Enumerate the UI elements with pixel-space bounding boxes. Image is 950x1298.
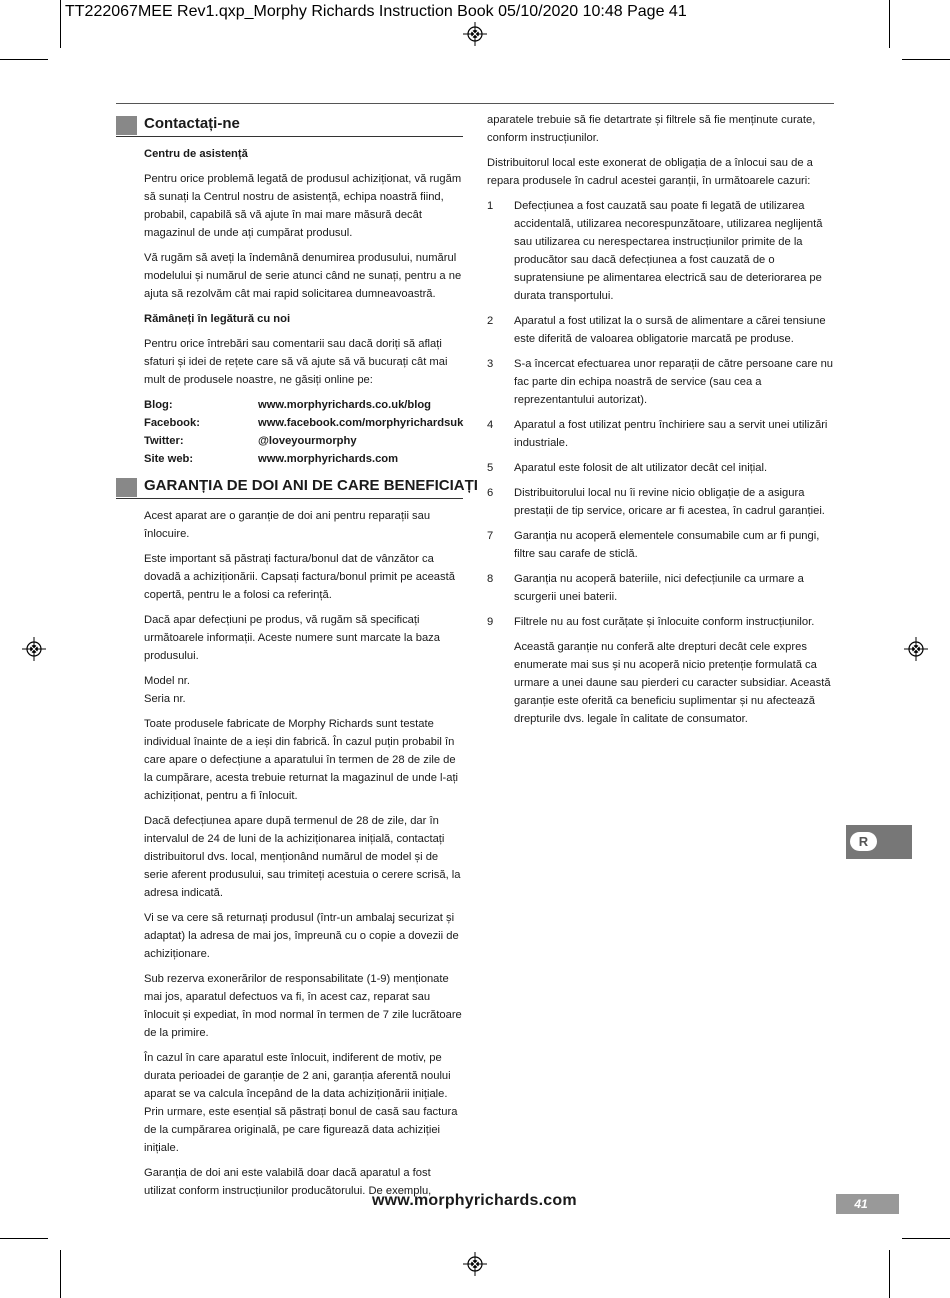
footer-url: www.morphyrichards.com	[372, 1192, 577, 1209]
section-heading-warranty	[116, 476, 478, 499]
item-number: 8	[487, 573, 494, 585]
paragraph: Această garanție nu conferă alte drepturi decât cele expres enumerate mai sus și nu acoperă nicio pretenție formulată ca urmare a unei daune sau pierderi cu caracter subsidiar. Această garanție este oferită ca beneficiu suplimentar și nu afectează drepturile dvs. legale în calitate de consumator.	[514, 641, 831, 725]
link-label: Facebook:	[144, 417, 200, 429]
section-heading-contact	[116, 114, 463, 137]
slug-line: TT222067MEE Rev1.qxp_Morphy Richards Instruction Book 05/10/2020 10:48 Page 41	[65, 3, 687, 20]
list-item	[487, 613, 834, 631]
list-item	[487, 570, 834, 606]
language-tab-letter: R	[850, 832, 877, 851]
paragraph: Pentru orice întrebări sau comentarii sau dacă doriți să aflați sfaturi și idei de rețete care să vă ajute să vă bucurați cât mai mult de produsele noastre, ne găsiți online pe:	[144, 338, 448, 386]
paragraph: În cazul în care aparatul este înlocuit, indiferent de motiv, pe durata perioadei de garanție de 2 ani, garanția aferentă noului aparat se va calcula începând de la data achiziționării inițiale. Prin urmare, este esențial să păstrați bonul de casă sau factura de la cumpărarea originală, pe care figurează data achiziției inițiale.	[144, 1052, 458, 1154]
paragraph: Garanția de doi ani este valabilă doar dacă aparatul a fost utilizat conform instrucțiunilor producătorului. De exemplu,	[144, 1167, 432, 1197]
registration-mark-icon	[463, 22, 487, 46]
item-number: 2	[487, 315, 494, 327]
list-item	[487, 416, 834, 452]
link-label: Site web:	[144, 453, 194, 465]
paragraph: Vi se va cere să returnați produsul (într-un ambalaj securizat și adaptat) la adresa de mai jos, împreună cu o copie a dovezii de achiziționare.	[144, 912, 459, 960]
item-text: Aparatul a fost utilizat la o sursă de alimentare a cărei tensiune este diferită de valoarea obligatorie marcată pe produse.	[514, 315, 826, 345]
link-value: www.morphyrichards.co.uk/blog	[258, 399, 432, 411]
paragraph: aparatele trebuie să fie detartrate și filtrele să fie menținute curate, conform instrucțiunilor.	[487, 114, 816, 144]
item-text: Defecțiunea a fost cauzată sau poate fi legată de utilizarea accidentală, utilizarea necorespunzătoare, utilizarea neglijentă sau utilizarea cu nerespectarea instrucțiunilor primite de la producător sau dacă defecțiunea a fost cauzată de o supratensiune pe alimentarea electrică sau de deteriorarea pe durata transportului.	[514, 200, 823, 302]
list-item	[487, 197, 834, 305]
crop-mark	[0, 59, 48, 60]
paragraph: Dacă defecțiunea apare după termenul de 28 de zile, dar în intervalul de 24 de luni de la achiziționarea inițială, contactați distribuitorul dvs. local, menționând numărul de model și de serie aferent produsului, sau trimiteți acestuia o cerere scrisă, la adresa indicată.	[144, 815, 461, 899]
exclusions-list	[487, 197, 834, 631]
link-value: www.morphyrichards.com	[258, 453, 399, 465]
item-text: Aparatul a fost utilizat pentru închiriere sau a servit unei utilizări industriale.	[514, 419, 828, 449]
item-text: Garanția nu acoperă bateriile, nici defecțiunile ca urmare a scurgerii unei baterii.	[514, 573, 804, 603]
paragraph: Este important să păstrați factura/bonul dat de vânzător ca dovadă a achiziționării. Capsați factura/bonul primit pe această copertă, pentru le a folosi ca referință.	[144, 553, 455, 601]
registration-mark-icon	[22, 637, 46, 661]
list-item	[487, 527, 834, 563]
heading-square-icon	[116, 116, 137, 135]
item-text: S-a încercat efectuarea unor reparații de către persoane care nu fac parte din echipa noastră de service (sau cea a reprezentantului autorizat).	[514, 358, 834, 406]
link-value: www.facebook.com/morphyrichardsuk	[258, 417, 464, 429]
link-label: Blog:	[144, 399, 173, 411]
item-number: 5	[487, 462, 494, 474]
right-column	[487, 111, 834, 735]
crop-mark	[0, 1238, 48, 1239]
crop-mark	[60, 1250, 61, 1298]
registration-mark-icon	[904, 637, 928, 661]
link-value: @loveyourmorphy	[258, 435, 357, 447]
crop-mark	[902, 59, 950, 60]
paragraph: Acest aparat are o garanție de doi ani pentru reparații sau înlocuire.	[144, 510, 431, 540]
crop-mark	[60, 0, 61, 48]
crop-mark	[889, 1250, 890, 1298]
section-title: GARANȚIA DE DOI ANI DE CARE BENEFICIAȚI	[144, 477, 478, 494]
item-number: 4	[487, 419, 494, 431]
item-number: 3	[487, 358, 494, 370]
item-number: 1	[487, 200, 494, 212]
section-title: Contactați-ne	[144, 115, 240, 132]
item-text: Filtrele nu au fost curățate și înlocuite conform instrucțiunilor.	[514, 616, 815, 628]
paragraph: Sub rezerva exonerărilor de responsabilitate (1-9) menționate mai jos, aparatul defectuos va fi, în acest caz, reparat sau înlocuit și expediat, în mod normal în termen de 7 zile lucrătoare de la primire.	[144, 973, 462, 1039]
crop-mark	[889, 0, 890, 48]
list-item	[487, 484, 834, 520]
list-item	[487, 312, 834, 348]
page-number: 41	[854, 1197, 868, 1211]
link-label: Twitter:	[144, 435, 184, 447]
paragraph: Dacă apar defecțiuni pe produs, vă rugăm să specificați următoarele informații. Aceste numere sunt marcate la baza produsului.	[144, 614, 440, 662]
top-rule	[116, 103, 834, 104]
heading-square-icon	[116, 478, 137, 497]
list-item	[487, 355, 834, 409]
serial-number-line: Seria nr.	[144, 693, 186, 705]
social-links	[144, 396, 463, 468]
item-number: 9	[487, 616, 494, 628]
left-column	[116, 114, 478, 1207]
paragraph: Toate produsele fabricate de Morphy Richards sunt testate individual înainte de a ieși din fabrică. În cazul puțin probabil în care apare o defecțiune a aparatului în termen de 28 de zile de la cumpărare, acesta trebuie returnat la magazinul de unde l-ați achiziționat, pentru a fi înlocuit.	[144, 718, 459, 802]
subheading: Rămâneți în legătură cu noi	[144, 313, 291, 325]
paragraph: Distribuitorul local este exonerat de obligația de a înlocui sau de a repara produsele în cadrul acestei garanții, în următoarele cazuri:	[487, 157, 813, 187]
list-item	[487, 459, 834, 477]
model-number-line: Model nr.	[144, 675, 191, 687]
crop-mark	[902, 1238, 950, 1239]
paragraph: Vă rugăm să aveți la îndemână denumirea produsului, numărul modelului și numărul de serie atunci când ne sunați, pentru a ne ajuta să rezolvăm cât mai rapid solicitarea dumneavoastră.	[144, 252, 462, 300]
subheading: Centru de asistență	[144, 148, 248, 160]
item-number: 7	[487, 530, 494, 542]
item-text: Distribuitorului local nu îi revine nicio obligație de a asigura prestații de tip service, oricare ar fi acestea, în cadrul garanției.	[514, 487, 825, 517]
paragraph: Pentru orice problemă legată de produsul achiziționat, vă rugăm să sunați la Centrul nostru de asistență, echipa noastră fiind, probabil, capabilă să vă ajute în mai mare măsură decât magazinul de unde ați cumpărat produsul.	[144, 173, 462, 239]
item-text: Garanția nu acoperă elementele consumabile cum ar fi pungi, filtre sau carafe de sticlă.	[514, 530, 820, 560]
item-number: 6	[487, 487, 494, 499]
registration-mark-icon	[463, 1252, 487, 1276]
item-text: Aparatul este folosit de alt utilizator decât cel inițial.	[514, 462, 768, 474]
